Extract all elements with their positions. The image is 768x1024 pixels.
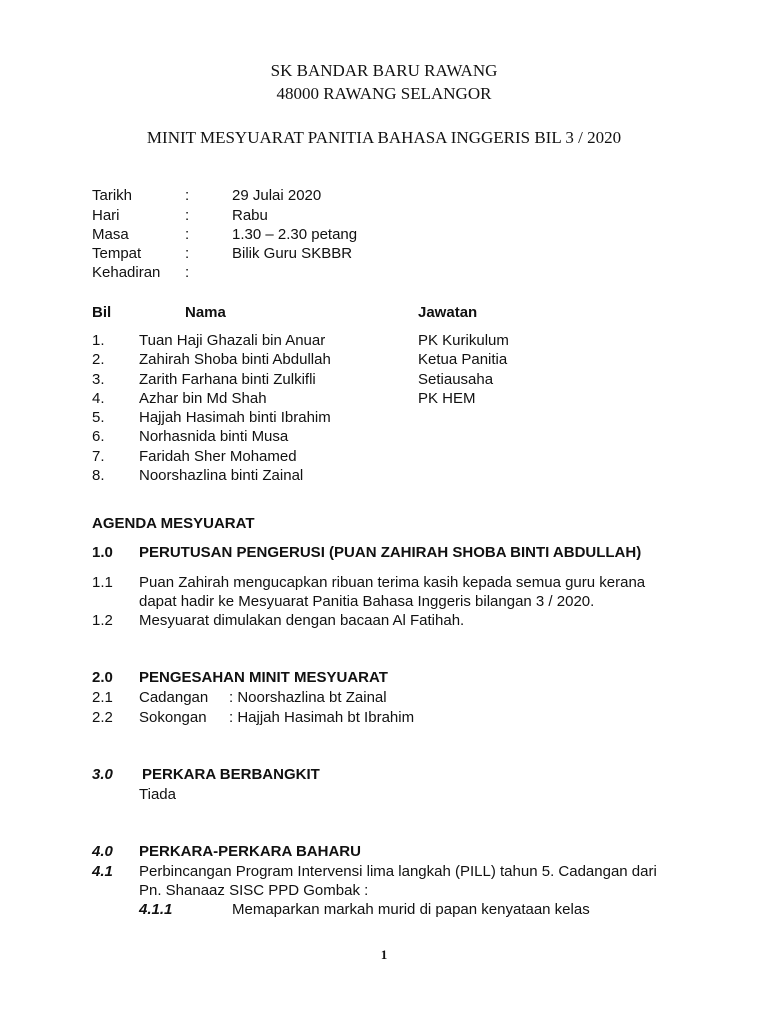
item-number: 2.1 (92, 689, 113, 706)
meta-label: Tarikh (92, 187, 133, 204)
item-label: Cadangan (139, 689, 209, 706)
list-item (92, 901, 692, 921)
cell-nama: Zarith Farhana binti Zulkifli (139, 371, 316, 388)
cell-nama: Faridah Sher Mohamed (139, 448, 297, 465)
meta-separator: : (185, 245, 190, 262)
meta-separator: : (185, 187, 190, 204)
list-item (92, 612, 692, 632)
meta-row (92, 207, 692, 227)
page-number: 1 (380, 947, 388, 962)
section-title: PENGESAHAN MINIT MESYUARAT (139, 669, 388, 686)
cell-nama: Norhasnida binti Musa (139, 428, 289, 445)
table-row (92, 371, 692, 391)
item-label: Sokongan (139, 709, 207, 726)
item-number: 4.1 (92, 863, 113, 880)
meta-label: Tempat (92, 245, 142, 262)
table-header (92, 304, 692, 324)
cell-jawatan: PK Kurikulum (418, 332, 509, 349)
list-item (92, 689, 692, 709)
column-header-jawatan: Jawatan (418, 304, 478, 321)
section-number: 1.0 (92, 544, 113, 561)
section-number: 4.0 (92, 843, 113, 860)
cell-jawatan: PK HEM (418, 390, 476, 407)
cell-jawatan: Ketua Panitia (418, 351, 508, 368)
meta-value: 29 Julai 2020 (232, 187, 322, 204)
item-number: 1.2 (92, 612, 113, 629)
cell-bil: 8. (92, 467, 105, 484)
meta-label: Kehadiran (92, 264, 161, 281)
column-header-nama: Nama (185, 304, 226, 321)
cell-bil: 2. (92, 351, 105, 368)
table-row (92, 428, 692, 448)
table-row (92, 390, 692, 410)
list-item (92, 863, 692, 883)
cell-jawatan: Setiausaha (418, 371, 494, 388)
cell-nama: Tuan Haji Ghazali bin Anuar (139, 332, 326, 349)
cell-bil: 7. (92, 448, 105, 465)
section-number: 2.0 (92, 669, 113, 686)
table-row (92, 448, 692, 468)
list-item-continuation (92, 882, 692, 902)
table-row (92, 409, 692, 429)
meta-separator: : (185, 226, 190, 243)
cell-bil: 6. (92, 428, 105, 445)
meta-value: 1.30 – 2.30 petang (232, 226, 358, 243)
meta-row (92, 187, 692, 207)
list-item (92, 574, 692, 594)
meta-value: Rabu (232, 207, 268, 224)
agenda-heading: AGENDA MESYUARAT (92, 515, 255, 532)
item-number: 2.2 (92, 709, 113, 726)
item-value: : Noorshazlina bt Zainal (229, 689, 387, 706)
school-name: SK BANDAR BARU RAWANG (270, 61, 498, 80)
item-number: 4.1.1 (139, 901, 173, 918)
meta-row (92, 245, 692, 265)
school-address: 48000 RAWANG SELANGOR (276, 84, 492, 103)
cell-nama: Noorshazlina binti Zainal (139, 467, 304, 484)
list-item (92, 709, 692, 729)
meta-separator: : (185, 207, 190, 224)
item-value: : Hajjah Hasimah bt Ibrahim (229, 709, 415, 726)
document-title: MINIT MESYUARAT PANITIA BAHASA INGGERIS BIL 3 / 2020 (146, 128, 622, 147)
meta-row (92, 226, 692, 246)
section-title: PERKARA-PERKARA BAHARU (139, 843, 361, 860)
section-body (92, 786, 692, 806)
section-title: PERUTUSAN PENGERUSI (PUAN ZAHIRAH SHOBA BINTI ABDULLAH) (139, 544, 642, 561)
cell-bil: 3. (92, 371, 105, 388)
meta-value: Bilik Guru SKBBR (232, 245, 353, 262)
table-row (92, 332, 692, 352)
cell-bil: 4. (92, 390, 105, 407)
section-heading (92, 843, 692, 863)
section-body-text: Tiada (139, 786, 176, 803)
item-text: Puan Zahirah mengucapkan ribuan terima kasih kepada semua guru kerana (139, 574, 646, 591)
section-heading (92, 669, 692, 689)
cell-bil: 1. (92, 332, 105, 349)
item-number: 1.1 (92, 574, 113, 591)
item-text: Mesyuarat dimulakan dengan bacaan Al Fatihah. (139, 612, 465, 629)
table-row (92, 351, 692, 371)
column-header-bil: Bil (92, 304, 112, 321)
meta-label: Masa (92, 226, 129, 243)
meta-row (92, 264, 692, 284)
section-heading (92, 766, 692, 786)
item-text: dapat hadir ke Mesyuarat Panitia Bahasa Inggeris bilangan 3 / 2020. (139, 593, 595, 610)
cell-bil: 5. (92, 409, 105, 426)
meta-label: Hari (92, 207, 120, 224)
cell-nama: Hajjah Hasimah binti Ibrahim (139, 409, 331, 426)
section-number: 3.0 (92, 766, 113, 783)
item-text: Pn. Shanaaz SISC PPD Gombak : (139, 882, 369, 899)
section-title: PERKARA BERBANGKIT (142, 766, 320, 783)
item-text: Memaparkan markah murid di papan kenyataan kelas (232, 901, 590, 918)
section-heading (92, 544, 692, 564)
table-row (92, 467, 692, 487)
meta-separator: : (185, 264, 190, 281)
cell-nama: Azhar bin Md Shah (139, 390, 267, 407)
item-text: Perbincangan Program Intervensi lima langkah (PILL) tahun 5. Cadangan dari (139, 863, 657, 880)
cell-nama: Zahirah Shoba binti Abdullah (139, 351, 331, 368)
list-item-continuation (92, 593, 692, 613)
